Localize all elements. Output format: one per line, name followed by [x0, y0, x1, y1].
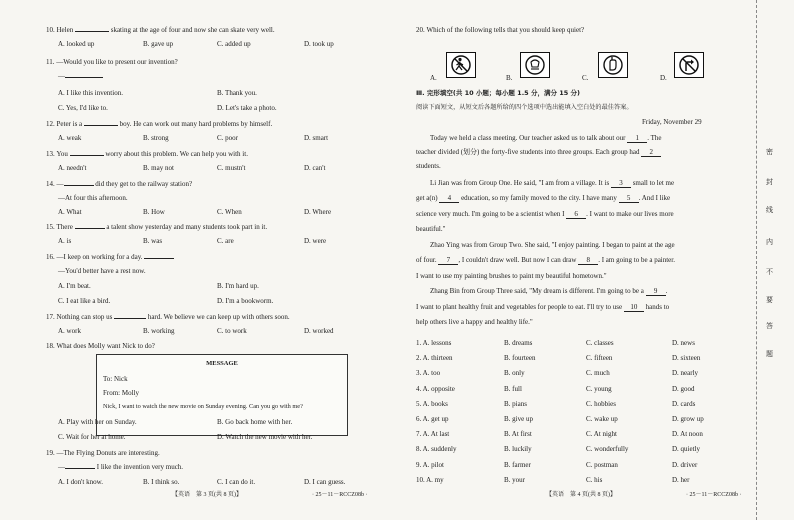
cloze-option[interactable]: 8. A. suddenly	[416, 445, 457, 454]
option[interactable]: C. are	[217, 237, 234, 245]
binding-char: 要	[766, 296, 773, 304]
exam-page-spread: 10. Helen skating at the age of four and now she can skate very well. A. looked up B. gave up C. added up D. took up 11. —Would you like to present our invention? — A. I like this invention. B. Thank you. C. Yes, I'd like to. D. Let's take a photo. 12. Peter is a boy. He can work out many hard problems by himself. A. weak B. strong C. poor D. smart 13. You worry about this problem. We can help you with it. A. needn't B. may not C. mustn't D. can't 14. — did they get to the railway station? —At four this afternoon. A. What B. How C. When D. Where 15. There a talent show yesterday and many students took part in it. A. is B. was C. are D. were 16. —I keep on working for a day. —You'd better have a rest now. A. I'm beat. B. I'm hard up. C. I eat like a bird. D. I'm a bookworm. 17. Nothing can stop us hard. We believe we can keep up with others soon. A. work B. working C. to work D. worked 18. What does Molly want Nick to do? MESSAGE To: Nick From: Molly Nick, I want to watch the new movie on Sunday evening. Can you go with me? A. Play with her on Sunday. B. Go back home with her. C. Wait for her at home. D. Watch the new movie with her. 19. —The Flying Donuts are interesting. — I like the invention very much. A. I don't know. B. I think so. C. I can do it. D. I can guess. 【英语 第 3 页(共 8 页)】 · 25－11－RCCZ08b · 20. Which of the following tells that you should keep quiet? A. B. C. D. Ⅲ. 完形填空(共 10 小题；每小题 1.5 分，满分 15 分) 阅读下面短文，从短文后各题所给的四个选项中选出能填入空白处的最佳答案。 Friday, November 29 Today we held a class meeting. Our teacher asked us to talk about our 1 . The teacher divided (划分) the forty-five students into three groups. Each group had 2 students. Li Jian was from Group One. He said, "I am from a village. It is 3 small to let me get a(n) 4 education, so my family moved to the city. I have many 5 . And I like science very much. I'm going to be a scientist when I 6 . I want to make our lives more beautiful." Zhao Ying was from Group Two. She said, "I enjoy painting. I began to paint at the age of four. 7 , I couldn't draw well. But now I can draw 8 . I am going to be a painter. I want to use my painting brushes to paint my beautiful hometown." Zhang Bin from Group Three said, "My dream is different. I'm going to be a 9 . I want to plant healthy fruit and vegetables for people to eat. I'll try to use 10 hands to help others live a happy and healthy life." 1. A. lessons B. dreams C. classes D. news 2. A. thirteen B. fourteen C. fifteen D. sixteen 3. A. too B. only C. much D. nearly 4. A. opposite B. full C. young D. good 5. A. books B. pians C. hobbies D. cards 6. A. get up B. give up C. wake up D. grow up 7. A. At last B. At first C. At night D. At noon 8. A. suddenly B. luckily C. wonderfully D. quietly 9. A. pilot B. farmer C. postman D. driver 10. A. my B. your C. his D. her 【英语 第 4 页(共 8 页)】 · 25－11－RCCZ08b · 密 封 线 内 不 要 答 题	[0, 0, 794, 520]
cloze-option[interactable]: D. her	[672, 475, 690, 484]
question-16: 16. —I keep on working for a day.	[46, 253, 174, 261]
answer-blank[interactable]	[84, 125, 118, 126]
option[interactable]: D. Watch the new movie with her.	[217, 433, 313, 441]
cloze-option[interactable]: D. nearly	[672, 369, 699, 378]
option[interactable]: B. I think so.	[143, 478, 180, 486]
option[interactable]: D. were	[304, 237, 327, 245]
cloze-option[interactable]: B. luckily	[504, 445, 532, 454]
option-label[interactable]: C.	[582, 74, 589, 82]
answer-blank[interactable]	[75, 31, 109, 32]
question-18: 18. What does Molly want Nick to do?	[46, 342, 155, 350]
cloze-option[interactable]: C. postman	[586, 460, 618, 469]
binding-char: 线	[766, 206, 773, 214]
option[interactable]: A. needn't	[58, 164, 87, 172]
option[interactable]: A. work	[58, 327, 81, 335]
binding-char: 内	[766, 238, 773, 246]
binding-char: 封	[766, 178, 773, 186]
question-12: 12. Peter is a boy. He can work out many hard problems by himself.	[46, 120, 273, 128]
option[interactable]: A. weak	[58, 134, 82, 142]
passage-line: get a(n) 4 education, so my family moved to the city. I have many 5 . And I like	[416, 194, 671, 202]
cloze-option[interactable]: 1. A. lessons	[416, 339, 452, 347]
cloze-blank[interactable]: 9	[646, 287, 666, 296]
answer-blank[interactable]	[114, 318, 146, 319]
answer-blank[interactable]	[65, 77, 103, 78]
cloze-option[interactable]: B. full	[504, 384, 522, 393]
cloze-option[interactable]: D. news	[672, 339, 695, 347]
option[interactable]: C. to work	[217, 327, 247, 335]
cloze-option[interactable]: C. wonderfully	[586, 445, 629, 454]
passage-line: I want to plant healthy fruit and vegetables for people to eat. I'll try to use 10 hands to	[416, 303, 670, 311]
answer-blank[interactable]	[75, 228, 105, 229]
option[interactable]: B. I'm hard up.	[217, 282, 259, 290]
cloze-option[interactable]: D. good	[672, 384, 695, 393]
binding-char: 密	[766, 148, 773, 156]
cloze-option[interactable]: D. quietly	[672, 445, 700, 454]
option-label[interactable]: A.	[430, 74, 437, 82]
option[interactable]: C. Yes, I'd like to.	[58, 104, 108, 112]
option[interactable]: A. Play with her on Sunday.	[58, 418, 137, 426]
question-14: 14. — did they get to the railway station?	[46, 180, 193, 188]
question-20: 20. Which of the following tells that you should keep quiet?	[416, 26, 585, 34]
no-right-turn-sign-icon[interactable]	[674, 52, 704, 78]
cloze-option[interactable]: B. farmer	[504, 460, 531, 469]
passage-line: students.	[416, 162, 441, 170]
cloze-option[interactable]: B. pians	[504, 399, 527, 408]
option[interactable]: A. I'm beat.	[58, 282, 91, 290]
cloze-blank[interactable]: 6	[566, 210, 586, 219]
option[interactable]: D. Let's take a photo.	[217, 104, 277, 112]
cloze-blank[interactable]: 5	[619, 194, 639, 203]
q-number: 10.	[46, 26, 55, 34]
cloze-blank[interactable]: 10	[624, 303, 644, 312]
option[interactable]: D. Where	[304, 208, 332, 216]
option-label[interactable]: B.	[506, 74, 513, 82]
option[interactable]: B. gave up	[143, 40, 174, 48]
option[interactable]: D. I'm a bookworm.	[217, 297, 274, 305]
passage-line: beautiful."	[416, 225, 446, 233]
cloze-blank[interactable]: 4	[439, 194, 459, 203]
option[interactable]: A. What	[58, 208, 82, 216]
option[interactable]: C. added up	[217, 40, 251, 48]
cloze-blank[interactable]: 8	[578, 256, 598, 265]
page-code: · 25－11－RCCZ08b ·	[686, 492, 742, 498]
cloze-blank[interactable]: 7	[438, 256, 458, 265]
cloze-option[interactable]: D. grow up	[672, 415, 704, 423]
passage-line: I want to use my painting brushes to paint my beautiful hometown."	[416, 272, 607, 280]
option-label[interactable]: D.	[660, 74, 667, 82]
option[interactable]: D. I can guess.	[304, 478, 346, 486]
answer-blank[interactable]	[144, 258, 174, 259]
cloze-option[interactable]: C. classes	[586, 339, 614, 347]
cloze-option[interactable]: C. young	[586, 384, 612, 393]
binding-char: 题	[766, 350, 773, 358]
option[interactable]: B. was	[143, 237, 163, 245]
option[interactable]: B. How	[143, 208, 165, 216]
option[interactable]: C. mustn't	[217, 164, 246, 172]
cloze-option[interactable]: B. your	[504, 475, 525, 484]
question-15: 15. There a talent show yesterday and many students took part in it.	[46, 223, 268, 231]
passage-line: help others live a happy and healthy life."	[416, 318, 533, 326]
page-footer: 【英语 第 4 页(共 8 页)】	[546, 492, 616, 498]
question-11: 11. —Would you like to present our invention?	[46, 58, 178, 66]
passage-line: teacher divided (划分) the forty-five students into three groups. Each group had 2	[416, 148, 661, 157]
cloze-option[interactable]: B. give up	[504, 415, 533, 423]
page-footer: 【英语 第 3 页(共 8 页)】	[172, 492, 242, 498]
question-17: 17. Nothing can stop us hard. We believe we can keep up with others soon.	[46, 313, 290, 321]
cloze-option[interactable]: D. At noon	[672, 430, 703, 439]
binding-char: 答	[766, 322, 773, 330]
option[interactable]: A. I don't know.	[58, 478, 103, 486]
cloze-option[interactable]: 5. A. books	[416, 399, 448, 408]
section-title: Ⅲ. 完形填空(共 10 小题；每小题 1.5 分，满分 15 分)	[416, 89, 581, 97]
page-code: · 25－11－RCCZ08b ·	[312, 492, 368, 498]
cloze-option[interactable]: 4. A. opposite	[416, 384, 455, 393]
option[interactable]: C. I can do it.	[217, 478, 256, 486]
question-10: 10. Helen skating at the age of four and now she can skate very well.	[46, 26, 275, 34]
answer-blank[interactable]	[64, 185, 94, 186]
passage-line: Zhang Bin from Group Three said, "My dream is different. I'm going to be a 9 .	[430, 287, 668, 295]
option[interactable]: C. When	[217, 208, 242, 216]
option[interactable]: D. took up	[304, 40, 334, 48]
question-19: 19. —The Flying Donuts are interesting.	[46, 449, 160, 457]
binding-dashed-line	[756, 0, 757, 520]
cloze-blank[interactable]: 3	[611, 179, 631, 188]
cloze-blank[interactable]: 1	[627, 134, 647, 143]
message-title: MESSAGE	[206, 360, 238, 367]
answer-blank[interactable]	[65, 468, 95, 469]
cloze-option[interactable]: C. his	[586, 475, 603, 484]
cloze-option[interactable]: C. much	[586, 369, 610, 378]
option[interactable]: B. working	[143, 327, 175, 335]
cloze-option[interactable]: C. fifteen	[586, 354, 613, 363]
cloze-option[interactable]: C. wake up	[586, 415, 618, 423]
option[interactable]: C. poor	[217, 134, 238, 142]
binding-char: 不	[766, 268, 773, 276]
option[interactable]: A. I like this invention.	[58, 89, 123, 97]
option[interactable]: B. may not	[143, 164, 174, 172]
cloze-option[interactable]: C. At night	[586, 430, 617, 439]
cloze-option[interactable]: B. fourteen	[504, 354, 536, 363]
section-instructions: 阅读下面短文，从短文后各题所给的四个选项中选出能填入空白处的最佳答案。	[416, 104, 633, 111]
cloze-option[interactable]: D. driver	[672, 460, 698, 469]
cloze-option[interactable]: 2. A. thirteen	[416, 354, 453, 363]
cloze-option[interactable]: 7. A. At last	[416, 430, 450, 439]
option[interactable]: C. I eat like a bird.	[58, 297, 111, 305]
passage-line: science very much. I'm going to be a scientist when I 6 . I want to make our lives more	[416, 210, 674, 218]
cloze-option[interactable]: D. cards	[672, 399, 696, 408]
message-to: To: Nick	[103, 375, 128, 383]
quiet-sign-icon[interactable]	[598, 52, 628, 78]
option[interactable]: C. Wait for her at home.	[58, 433, 126, 441]
cloze-option[interactable]: B. only	[504, 369, 525, 378]
option[interactable]: B. strong	[143, 134, 169, 142]
passage-line: Zhao Ying was from Group Two. She said, "I enjoy painting. I began to paint at the age	[430, 241, 675, 249]
no-walking-sign-icon[interactable]	[446, 52, 476, 78]
cloze-option[interactable]: 9. A. pilot	[416, 460, 445, 469]
message-from: From: Molly	[103, 389, 139, 397]
cloze-option[interactable]: B. At first	[504, 430, 532, 439]
cloze-option[interactable]: 10. A. my	[416, 475, 444, 484]
message-body: Nick, I want to watch the new movie on Sunday evening. Can you go with me?	[103, 403, 303, 410]
cloze-option[interactable]: 6. A. get up	[416, 415, 449, 423]
passage-line: of four. 7 , I couldn't draw well. But now I can draw 8 . I am going to be a painter.	[416, 256, 675, 264]
option[interactable]: A. looked up	[58, 40, 95, 48]
option[interactable]: D. can't	[304, 164, 326, 172]
no-talking-sign-icon[interactable]	[520, 52, 550, 78]
option[interactable]: D. smart	[304, 134, 329, 142]
cloze-option[interactable]: 3. A. too	[416, 369, 441, 378]
passage-date: Friday, November 29	[642, 118, 702, 126]
passage-line: Today we held a class meeting. Our teacher asked us to talk about our 1 . The	[430, 134, 662, 142]
option[interactable]: B. Thank you.	[217, 89, 257, 97]
question-13: 13. You worry about this problem. We can help you with it.	[46, 150, 248, 158]
passage-line: Li Jian was from Group One. He said, "I am from a village. It is 3 small to let me	[430, 179, 675, 187]
cloze-option[interactable]: C. hobbies	[586, 399, 616, 408]
cloze-blank[interactable]: 2	[641, 148, 661, 157]
option[interactable]: B. Go back home with her.	[217, 418, 293, 426]
answer-blank[interactable]	[70, 155, 104, 156]
cloze-option[interactable]: B. dreams	[504, 339, 533, 347]
option[interactable]: D. worked	[304, 327, 334, 335]
option[interactable]: A. is	[58, 237, 72, 245]
cloze-option[interactable]: D. sixteen	[672, 354, 701, 363]
